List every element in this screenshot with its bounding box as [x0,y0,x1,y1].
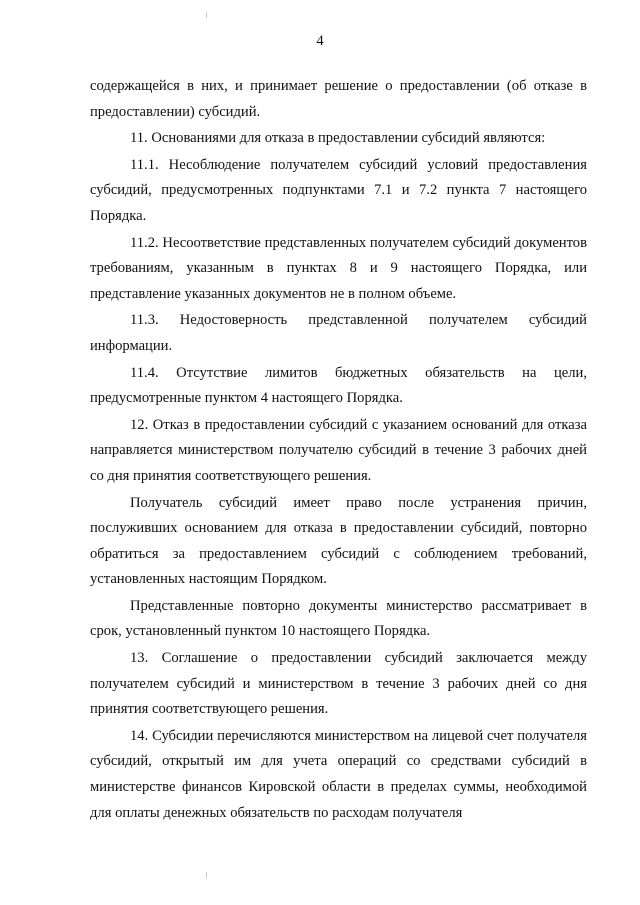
paragraph: 11. Основаниями для отказа в предоставлении субсидий являются: [130,130,546,147]
scan-mark [206,12,207,18]
paragraph: 13. Соглашение о предоставлении субсидий заключается между получателем субсидий и министерством в течение 3 рабочих дней со дня принятия соответствующего решения. [90,650,587,718]
paragraph: 11.1. Несоблюдение получателем субсидий условий предоставления субсидий, предусмотренных подпунктами 7.1 и 7.2 пункта 7 настоящего Порядка. [90,156,587,224]
paragraph: 12. Отказ в предоставлении субсидий с указанием оснований для отказа направляется министерством получателю субсидий в течение 3 рабочих дней со дня принятия соответствующего решения. [90,416,587,484]
paragraph: 11.2. Несоответствие представленных получателем субсидий документов требованиям, указанным в пунктах 8 и 9 настоящего Порядка, или представление указанных документов не в полном объеме. [90,234,587,302]
document-body [90,74,587,826]
scan-mark [206,872,207,878]
paragraph: Получатель субсидий имеет право после устранения причин, послуживших основанием для отказа в предоставлении субсидий, повторно обратиться за предоставлением субсидий с соблюдением требований, установленных настоящим Порядком. [90,494,587,588]
page-number: 4 [316,33,324,49]
paragraph: 11.4. Отсутствие лимитов бюджетных обязательств на цели, предусмотренные пунктом 4 настоящего Порядка. [90,364,587,407]
paragraph: содержащейся в них, и принимает решение о предоставлении (об отказе в предоставлении) субсидий. [90,78,587,120]
paragraph: 14. Субсидии перечисляются министерством на лицевой счет получателя субсидий, открытый им для учета операций со средствами субсидий в министерстве финансов Кировской области в пределах суммы, необходимой для оплаты денежных обязательств по расходам получателя [90,727,587,821]
paragraph: 11.3. Недостоверность представленной получателем субсидий информации. [90,312,587,354]
paragraph: Представленные повторно документы министерство рассматривает в срок, установленный пунктом 10 настоящего Порядка. [90,597,587,640]
